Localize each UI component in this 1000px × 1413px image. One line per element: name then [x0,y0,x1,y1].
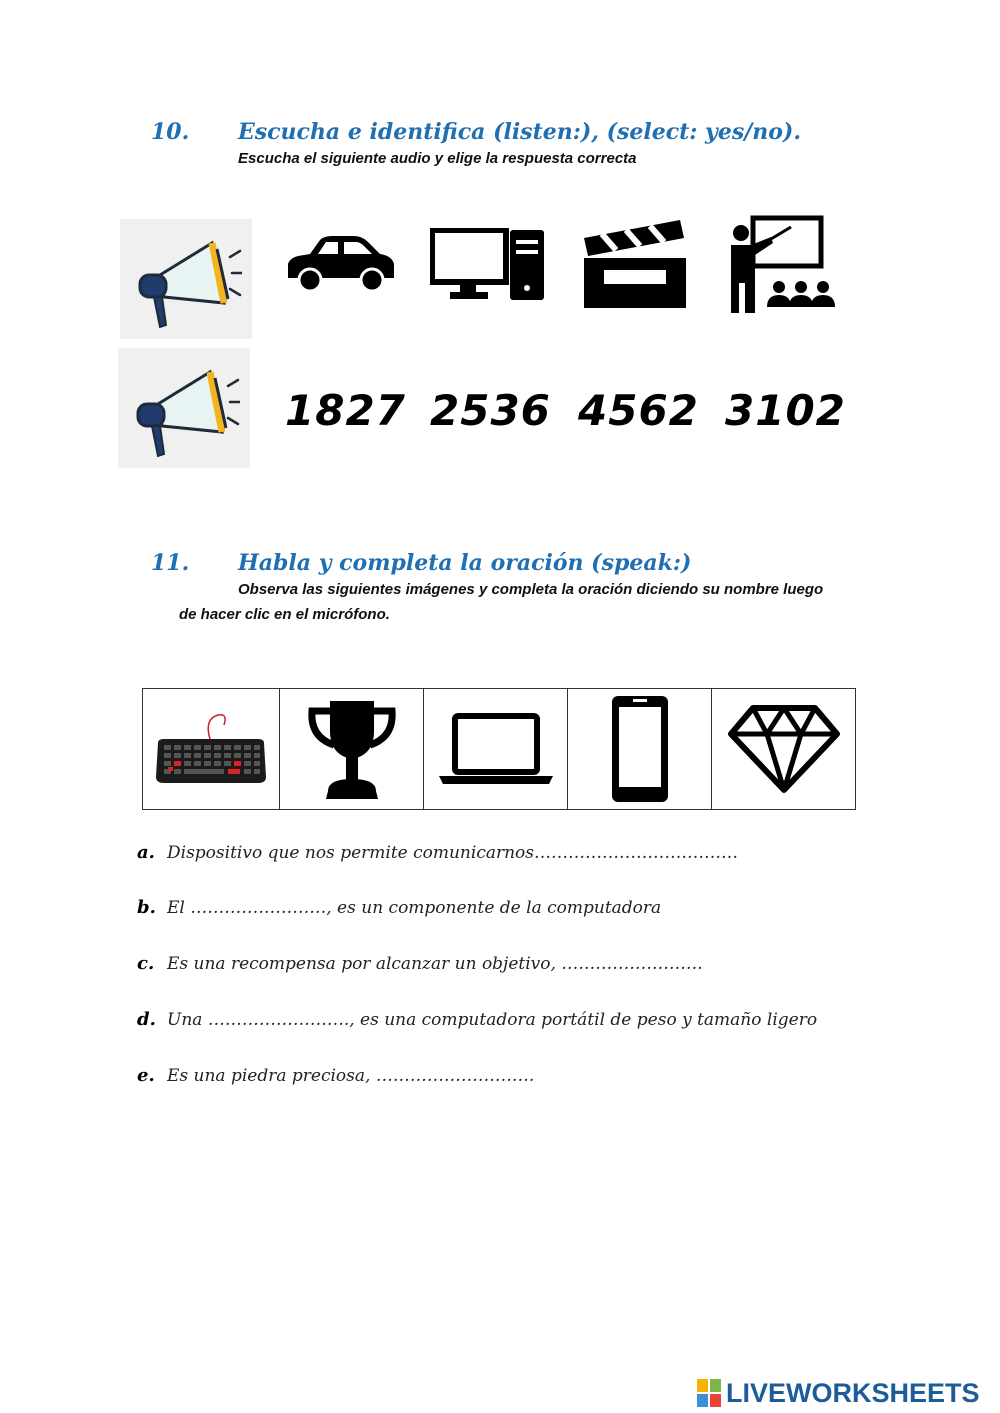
section-11-title: Habla y completa la oración (speak:) [238,550,692,576]
question-c[interactable] [137,953,703,974]
number-option-4[interactable]: 3102 [725,386,846,435]
section-11-subtitle-line1: Observa las siguientes imágenes y completa la oración diciendo su nombre luego [238,581,824,598]
image-cell-trophy [280,689,424,809]
desktop-computer-icon [430,228,546,306]
laptop-icon [437,712,555,786]
question-e[interactable] [137,1065,534,1086]
teacher-classroom-icon [727,215,837,319]
diamond-icon [727,704,841,794]
audio-play-button-1[interactable] [120,219,252,339]
number-option-1[interactable]: 1827 [285,386,406,435]
question-letter: a. [137,842,155,863]
keyboard-icon [154,709,268,789]
smartphone-icon [609,693,671,805]
clapperboard-icon [582,218,688,314]
trophy-icon [306,697,398,801]
question-text: El ……………………, es un componente de la computadora [167,898,662,918]
section-10-number: 10. [151,119,190,145]
question-letter: b. [137,897,156,918]
question-b[interactable] [137,897,661,918]
car-icon [284,234,396,298]
question-a[interactable] [137,842,738,863]
audio-play-button-2[interactable] [118,348,250,468]
image-cell-smartphone [568,689,712,809]
section-11-number: 11. [151,550,190,576]
section-10-title: Escucha e identifica (listen:), (select: yes/no). [238,119,801,145]
question-d[interactable] [137,1009,817,1030]
question-letter: c. [137,953,155,974]
question-letter: e. [137,1065,155,1086]
question-text: Dispositivo que nos permite comunicarnos……………………………… [167,843,739,863]
image-table [142,688,856,810]
section-10-subtitle: Escucha el siguiente audio y elige la respuesta correcta [238,150,637,167]
live-logo-mark-icon [696,1378,722,1408]
number-option-3[interactable]: 4562 [578,386,699,435]
megaphone-icon [130,364,240,464]
question-text: Es una recompensa por alcanzar un objetivo, ……………………. [167,954,703,974]
question-text: Una ……………………., es una computadora portátil de peso y tamaño ligero [167,1010,818,1030]
image-cell-keyboard [143,689,280,809]
question-letter: d. [137,1009,156,1030]
image-cell-laptop [424,689,568,809]
number-option-2[interactable]: 2536 [430,386,551,435]
megaphone-icon [132,235,242,335]
question-text: Es una piedra preciosa, ………………………. [167,1066,535,1086]
logo-text: LIVEWORKSHEETS [726,1377,980,1408]
section-11-subtitle-line2: de hacer clic en el micrófono. [179,606,390,623]
image-cell-diamond [712,689,855,809]
liveworksheets-logo [696,1376,980,1410]
